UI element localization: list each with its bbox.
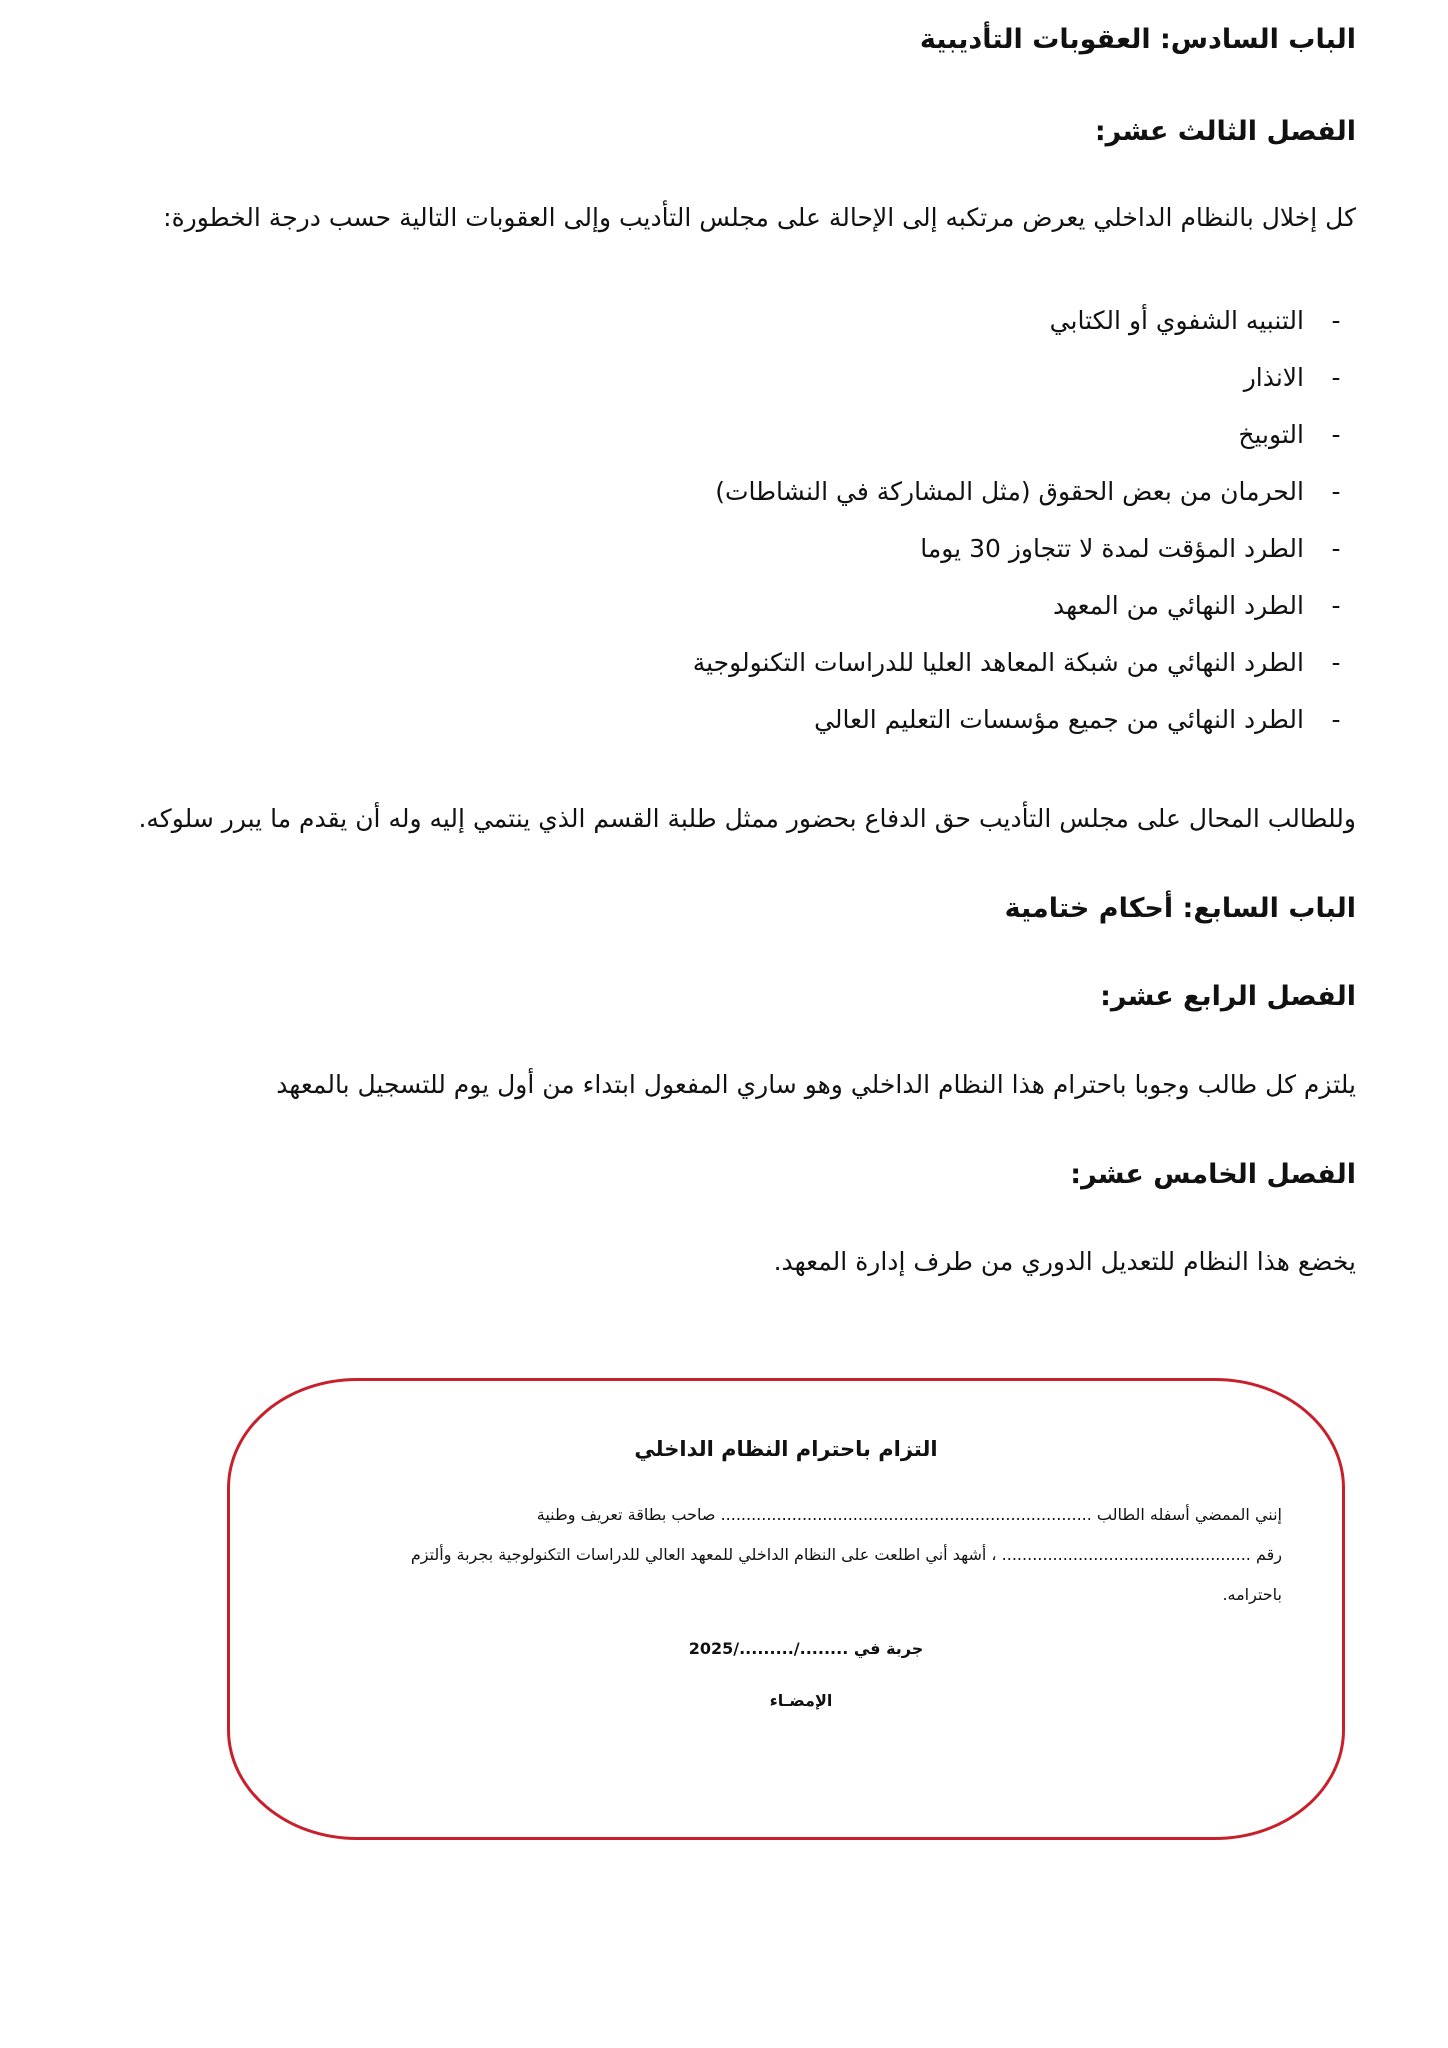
list-item (693, 577, 1356, 634)
bullet-dash: - (1331, 306, 1341, 335)
section14-title: الفصل الرابع عشر: (1100, 981, 1356, 1012)
section13-title: الفصل الثالث عشر: (1094, 116, 1356, 147)
penalty-text: الطرد النهائي من شبكة المعاهد العليا للدراسات التكنولوجية (692, 648, 1304, 677)
penalty-text: الانذار (1243, 363, 1304, 392)
bullet-dash: - (1331, 363, 1341, 392)
commitment-line-3: باحترامه. (1222, 1585, 1282, 1604)
bullet-dash: - (1331, 477, 1341, 506)
section14-text: يلتزم كل طالب وجوبا باحترام هذا النظام الداخلي وهو ساري المفعول ابتداء من أول يوم للتسجيل بالمعهد (276, 1070, 1356, 1099)
commitment-title: التزام باحترام النظام الداخلي (634, 1437, 938, 1461)
penalties-list (693, 292, 1356, 748)
penalty-text: الطرد النهائي من جميع مؤسسات التعليم العالي (814, 705, 1304, 734)
defense-paragraph: وللطالب المحال على مجلس التأديب حق الدفاع بحضور ممثل طلبة القسم الذي ينتمي إليه وله أن يقدم ما يبرر سلوكه. (138, 804, 1356, 833)
commitment-line-2: رقم ................................................. ، أشهد أني اطلعت على النظام الداخلي للمعهد العالي للدراسات التكنولوجية بجربة وألتزم (410, 1545, 1282, 1564)
section15-title: الفصل الخامس عشر: (1070, 1159, 1356, 1190)
list-item (693, 691, 1356, 748)
list-item (693, 520, 1356, 577)
penalty-text: التنبيه الشفوي أو الكتابي (1049, 306, 1304, 335)
section15-text: يخضع هذا النظام للتعديل الدوري من طرف إدارة المعهد. (773, 1247, 1356, 1276)
bullet-dash: - (1331, 420, 1341, 449)
commitment-date: جربة في ......../........./2025 (688, 1639, 924, 1658)
bullet-dash: - (1331, 591, 1341, 620)
bullet-dash: - (1331, 534, 1341, 563)
bullet-dash: - (1331, 648, 1341, 677)
chapter6-title: الباب السادس: العقوبات التأديبية (919, 24, 1356, 55)
commitment-box (227, 1378, 1345, 1840)
penalty-text: الطرد النهائي من المعهد (1052, 591, 1304, 620)
list-item (693, 349, 1356, 406)
commitment-line-1: إنني الممضي أسفله الطالب ......................................................................... صاحب بطاقة تعريف وطنية (536, 1505, 1282, 1524)
list-item (693, 292, 1356, 349)
list-item (693, 463, 1356, 520)
list-item (693, 634, 1356, 691)
penalty-text: الحرمان من بعض الحقوق (مثل المشاركة في النشاطات) (715, 477, 1304, 506)
list-item (693, 406, 1356, 463)
commitment-signature-label: الإمضـاء (769, 1691, 833, 1710)
chapter7-title: الباب السابع: أحكام ختامية (1004, 893, 1356, 924)
section13-intro: كل إخلال بالنظام الداخلي يعرض مرتكبه إلى الإحالة على مجلس التأديب وإلى العقوبات التالية حسب درجة الخطورة: (163, 203, 1356, 232)
bullet-dash: - (1331, 705, 1341, 734)
penalty-text: الطرد المؤقت لمدة لا تتجاوز 30 يوما (920, 534, 1304, 563)
penalty-text: التوبيخ (1238, 420, 1304, 449)
